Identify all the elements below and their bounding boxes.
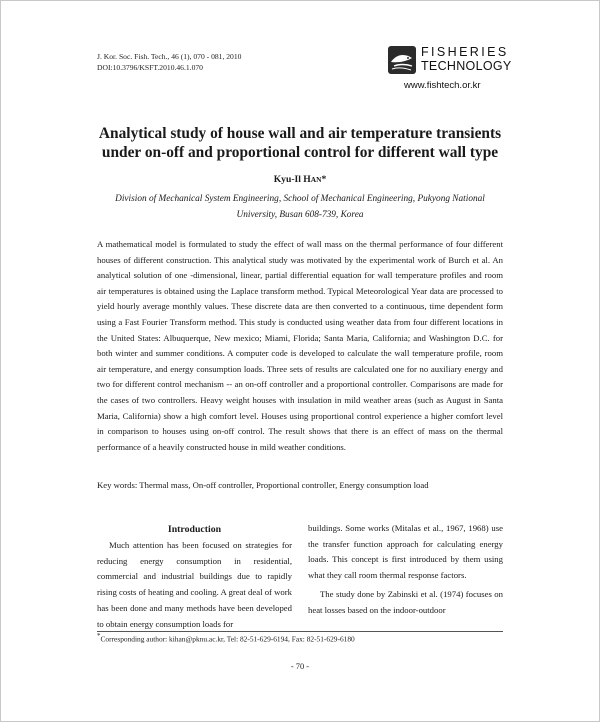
abstract: A mathematical model is formulated to study the effect of wall mass on the thermal performance of four different houses of different construction. This analytical study was motivated by the experimental work of Burch et al. An analytical solution of one -dimensional, linear, partial differential equation for wall temperature profiles and room air temperatures is obtained using the Laplace transform method. Typical Meteorological Year data are processed to yield hourly average monthly values. These discrete data are then converted to a continuous, time dependent form using a Fast Fourier Transform method. This study is conducted using weather data from four different locations in the United States: Albuquerque, New mexico; Miami, Florida; Santa Maria, California; and Washington D.C. for both winter and summer conditions. A computer code is developed to calculate the wall temperature profile, room air temperature, and energy consumption loads. Three sets of results are calculated one for no auxiliary energy and two for different control mechanism -- an on-off controller and a proportional controller. Comparisons are made for the cases of two controllers. Heavy weight houses with insulation in mild weather areas (such as August in Santa Maria, California) show a high comfort level. Houses using proportional control experience a higher comfort level in comparison to houses using on-off control. The result shows that there is an effect of mass on the thermal performance of a heavily constructed house in mild weather conditions. bbox=[97, 239, 503, 452]
paper-title bbox=[60, 124, 540, 162]
affiliation-line-1: Division of Mechanical System Engineering, School of Mechanical Engineering, Pukyong National bbox=[115, 194, 485, 204]
logo-text-technology: TECHNOLOGY bbox=[421, 59, 512, 73]
author-name bbox=[0, 174, 600, 185]
journal-url[interactable]: www.fishtech.or.kr bbox=[404, 80, 481, 91]
fish-logo-icon bbox=[387, 45, 417, 75]
footnote bbox=[97, 632, 355, 643]
paragraph: The study done by Zabinski et al. (1974) focuses on heat losses based on the indoor-outdoor bbox=[308, 588, 503, 615]
journal-doi: DOI:10.3796/KSFT.2010.46.1.070 bbox=[97, 63, 203, 72]
affiliation-line-2: University, Busan 608-739, Korea bbox=[236, 210, 364, 220]
journal-citation: J. Kor. Soc. Fish. Tech., 46 (1), 070 - 081, 2010 bbox=[97, 52, 242, 61]
journal-header bbox=[97, 51, 241, 73]
author-mark: * bbox=[321, 174, 327, 185]
body-column-left bbox=[97, 522, 292, 632]
keywords: Key words: Thermal mass, On-off controller, Proportional controller, Energy consumption load bbox=[97, 480, 429, 490]
page-number: - 70 - bbox=[290, 662, 310, 671]
author-given: Kyu-Il H bbox=[273, 174, 311, 185]
title-line-1: Analytical study of house wall and air temperature transients bbox=[98, 125, 502, 142]
section-heading-introduction: Introduction bbox=[167, 524, 222, 535]
author-affiliation bbox=[90, 191, 510, 223]
author-family: AN bbox=[310, 175, 322, 184]
footnote-mark: * bbox=[97, 632, 101, 640]
paragraph: Much attention has been focused on strategies for reducing energy consumption in residential, commercial and industrial buildings due to rapidly rising costs of heating and cooling. A great deal of work has been done and many methods have been developed to obtain energy consumption loads for bbox=[97, 540, 292, 629]
journal-logo bbox=[387, 45, 512, 81]
paragraph: buildings. Some works (Mitalas et al., 1967, 1968) use the transfer function approach for calculating energy loads. This concept is first introduced by them using what they call room thermal response factors. bbox=[308, 523, 503, 581]
title-line-2: under on-off and proportional control for different wall type bbox=[101, 144, 499, 161]
body-column-right bbox=[308, 521, 503, 618]
logo-text-fisheries: FISHERIES bbox=[421, 45, 509, 59]
footnote-text: Corresponding author: kihan@pknu.ac.kr, Tel: 82-51-629-6194, Fax: 82-51-629-6180 bbox=[100, 634, 355, 644]
